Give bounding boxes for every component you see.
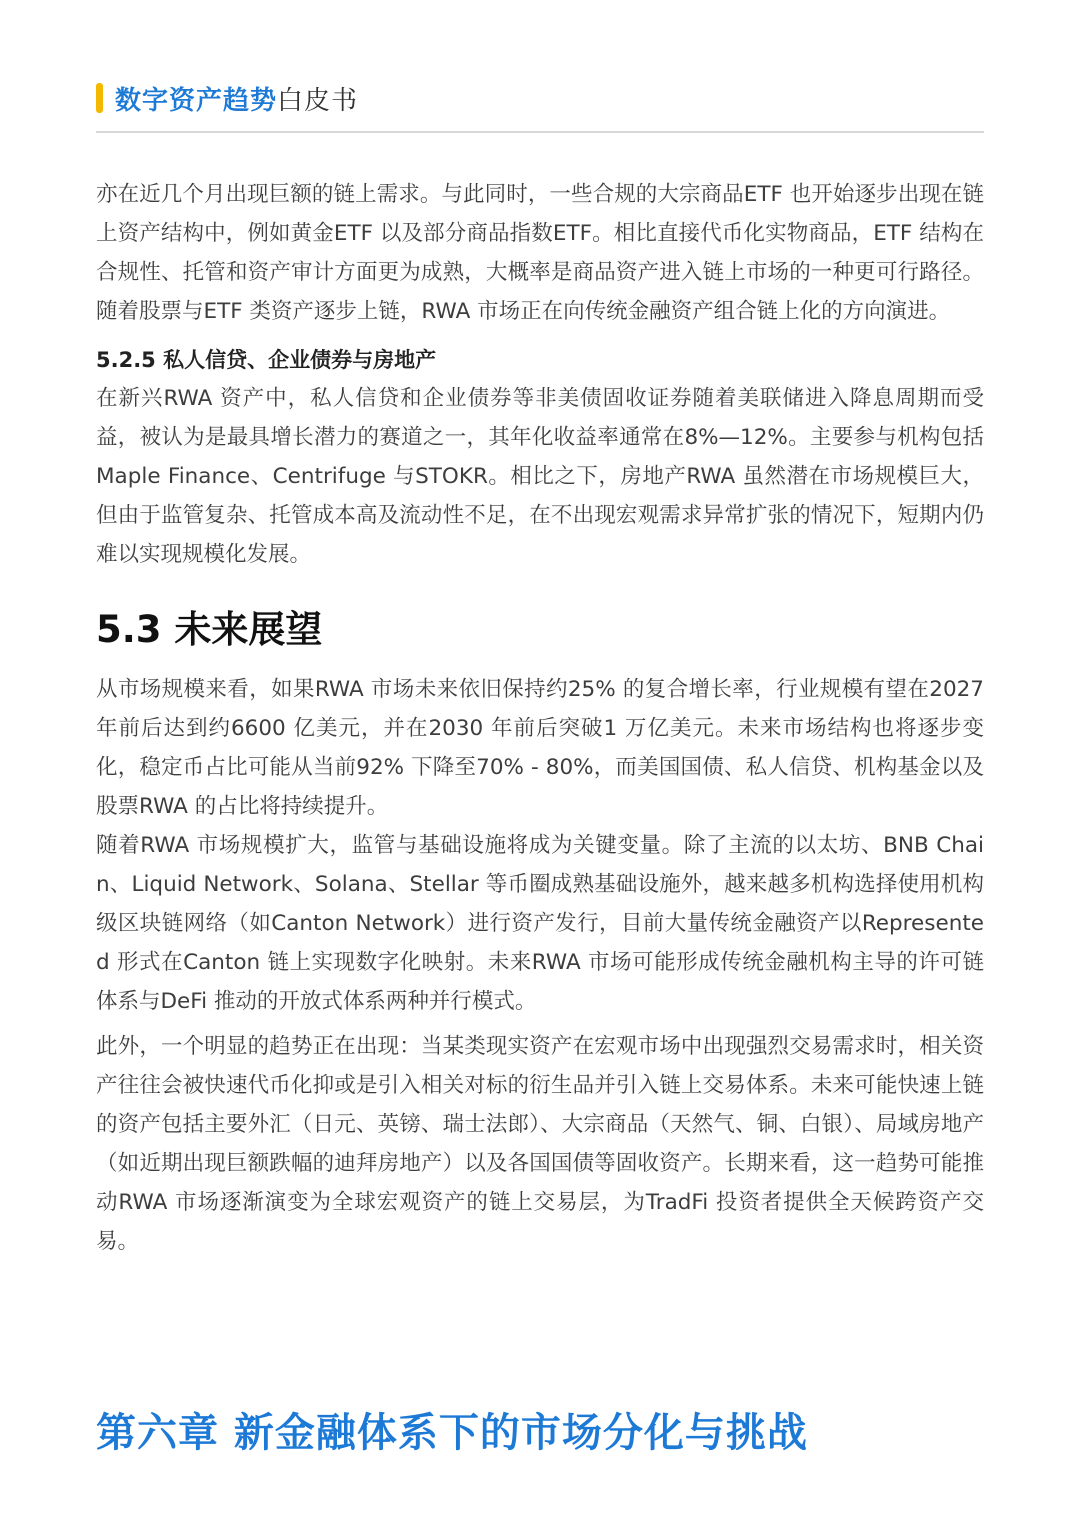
header-divider	[96, 131, 984, 133]
subsection-heading-5-2-5: 5.2.5 私人信贷、企业债券与房地产	[96, 348, 437, 372]
header-title-bold: 数字资产趋势	[115, 85, 278, 116]
header-title-rest: 白皮书	[277, 85, 359, 116]
paragraph-commodity-etf: 亦在近几个月出现巨额的链上需求。与此同时，一些合规的大宗商品ETF 也开始逐步出现在链上资产结构中，例如黄金ETF 以及部分商品指数ETF。相比直接代币化实物商品，ETF 结构在合规性、托管和资产审计方面更为成熟，大概率是商品资产进入链上市场的一种更可行路径。随着股票与ETF 类资产逐步上链，RWA 市场正在向传统金融资产组合链上化的方向演进。	[96, 182, 984, 324]
document-body	[96, 175, 984, 1261]
paragraph-market-scale: 从市场规模来看，如果RWA 市场未来依旧保持约25% 的复合增长率，行业规模有望在2027年前后达到约6600 亿美元，并在2030 年前后突破1 万亿美元。未来市场结构也将逐步变化，稳定币占比可能从当前92% 下降至70% - 80%，而美国国债、私人信贷、机构基金以及股票RWA 的占比将持续提升。	[96, 677, 984, 819]
paragraph-regulation-infrastructure: 随着RWA 市场规模扩大，监管与基础设施将成为关键变量。除了主流的以太坊、BNB Chain、Liquid Network、Solana、Stellar 等币圈成熟基础设施外，越来越多机构选择使用机构级区块链网络（如Canton Network）进行资产发行，目前大量传统金融资产以Represented 形式在Canton 链上实现数字化映射。未来RWA 市场可能形成传统金融机构主导的许可链体系与DeFi 推动的开放式体系两种并行模式。	[96, 833, 984, 1014]
section-heading-5-3: 5.3 未来展望	[96, 608, 323, 651]
paragraph-private-credit: 在新兴RWA 资产中，私人信贷和企业债券等非美债固收证券随着美联储进入降息周期而受益，被认为是最具增长潜力的赛道之一，其年化收益率通常在8%—12%。主要参与机构包括Maple Finance、Centrifuge 与STOKR。相比之下，房地产RWA 虽然潜在市场规模巨大，但由于监管复杂、托管成本高及流动性不足，在不出现宏观需求异常扩张的情况下，短期内仍难以实现规模化发展。	[96, 386, 984, 567]
header-title	[115, 80, 358, 117]
paragraph-macro-trend: 此外，一个明显的趋势正在出现：当某类现实资产在宏观市场中出现强烈交易需求时，相关资产往往会被快速代币化抑或是引入相关对标的衍生品并引入链上交易体系。未来可能快速上链的资产包括主要外汇（日元、英镑、瑞士法郎）、大宗商品（天然气、铜、白银）、局域房地产（如近期出现巨额跌幅的迪拜房地产）以及各国国债等固收资产。长期来看，这一趋势可能推动RWA 市场逐渐演变为全球宏观资产的链上交易层，为TradFi 投资者提供全天候跨资产交易。	[96, 1034, 984, 1254]
chapter-heading: 第六章 新金融体系下的市场分化与挑战	[96, 1409, 808, 1456]
page-header	[96, 78, 984, 118]
header-accent-bar	[96, 83, 103, 113]
